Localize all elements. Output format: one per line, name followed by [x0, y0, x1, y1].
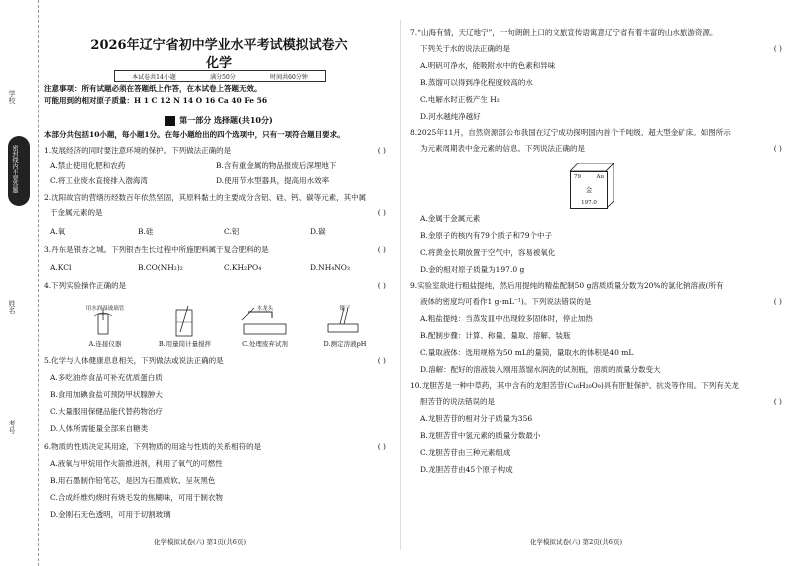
- question-1-answer-box: ( ): [377, 146, 386, 155]
- figure-a: [74, 304, 136, 346]
- figure-b-label: B.用量筒计量搅拌: [158, 340, 212, 348]
- figure-d-caption-top: 镊子: [339, 306, 351, 312]
- question-8-option-d: D.金的相对原子质量为197.0 g: [420, 265, 525, 274]
- question-10-answer-box: ( ): [773, 397, 782, 406]
- question-9-option-b: B.配制步骤：计算、称量、量取、溶解、装瓶: [420, 331, 571, 340]
- question-2-option-c: C.铝: [224, 227, 240, 236]
- question-5-stem: 5.化学与人体健康息息相关，下列做法或说法正确的是: [44, 356, 224, 365]
- page-divider: [400, 20, 401, 550]
- element-name: 金: [585, 186, 593, 194]
- question-6-option-d: D.金刚石无色透明，可用于切割玻璃: [50, 510, 171, 519]
- section-header: [44, 114, 394, 127]
- question-9-option-c: C.量取液体：选用规格为50 mL的量筒，量取水的体积是40 mL: [420, 348, 634, 357]
- section-intro: 本部分共包括10小题，每小题1分。在每小题给出的四个选项中，只有一项符合题目要求。: [44, 130, 345, 139]
- info-question-count: 本试卷共14小题: [132, 73, 176, 81]
- exam-info-bar: [114, 70, 326, 82]
- question-9-stem: 9.实验室欲进行粗盐提纯，然后用提纯的精盐配制50 g溶质质量分数为20%的氯化钠溶液(所有: [410, 281, 724, 290]
- question-5-option-a: A.多吃油炸食品可补充优质蛋白质: [50, 373, 163, 382]
- seal-text: 密封线内不要答题: [11, 145, 18, 193]
- question-5-option-d: D.人体所需能量全部来自糖类: [50, 424, 149, 433]
- question-2-option-a: A.氧: [50, 227, 66, 236]
- question-3-option-c: C.KH₂PO₄: [224, 263, 262, 272]
- question-3-option-b: B.CO(NH₂)₂: [138, 263, 183, 272]
- question-1-option-c: C.将工业废水直接排入渤海湾: [50, 176, 148, 185]
- question-6-option-a: A.液氧与甲烷用作火箭推进剂，利用了氧气的可燃性: [50, 459, 223, 468]
- question-8-stem: 8.2025年11月，自然资源部公布我国在辽宁成功探明国内首个千吨级、超大型金矿床。如图所示: [410, 128, 731, 137]
- question-7-stem-cont: 下列关于水的说法正确的是: [420, 44, 510, 53]
- question-1-option-d: D.使用节水型器具，提高用水效率: [216, 176, 330, 185]
- question-3-option-d: D.NH₄NO₃: [310, 263, 350, 272]
- page-one-footer: 化学模拟试卷(六) 第1页(共6页): [154, 538, 246, 546]
- figure-a-caption-top: 用水润湿玻璃管: [85, 306, 125, 312]
- exam-subject: 化学: [205, 56, 232, 71]
- question-1-option-a: A.禁止使用化肥和农药: [50, 161, 126, 170]
- exam-title: 2026年辽宁省初中学业水平考试模拟试卷六: [90, 38, 348, 53]
- notice: 注意事项：所有试题必须在答题纸上作答，在本试卷上答题无效。: [44, 84, 262, 93]
- question-9-answer-box: ( ): [773, 297, 782, 306]
- school-label: 学校: [8, 90, 16, 104]
- section-title: 第一部分 选择题(共10分): [179, 115, 273, 125]
- figure-a-label: A.连接仪器: [88, 340, 122, 348]
- page-one: [44, 0, 394, 566]
- page-two: [410, 0, 790, 566]
- question-4-answer-box: ( ): [377, 281, 386, 290]
- question-5-answer-box: ( ): [377, 356, 386, 365]
- question-2-answer-box: ( ): [377, 208, 386, 217]
- question-4-stem: 4.下列实验操作正确的是: [44, 281, 127, 290]
- figure-c: [234, 304, 296, 346]
- question-3-stem: 3.丹东是银杏之城。下列银杏生长过程中所施肥料属于复合肥料的是: [44, 245, 269, 254]
- question-8-stem-cont: 为元素周期表中金元素的信息。下列说法正确的是: [420, 144, 585, 153]
- question-6-option-b: B.用石墨制作铅笔芯，是因为石墨质软、呈灰黑色: [50, 476, 216, 485]
- question-7-answer-box: ( ): [773, 44, 782, 53]
- figure-c-caption-top: 水龙头: [256, 306, 274, 312]
- question-2-option-d: D.碳: [310, 227, 326, 236]
- question-7-stem: 7.“山海有情，天辽地宁”，一句朗朗上口的文旅宣传语寓意辽宁省有着丰富的山水旅游资源。: [410, 28, 718, 37]
- question-10-option-b: B.龙胆苦苷中氢元素的质量分数最小: [420, 431, 541, 440]
- info-time-limit: 时间共60分钟: [270, 73, 308, 81]
- atomic-masses: 可能用到的相对原子质量：H 1 C 12 N 14 O 16 Ca 40 Fe 56: [44, 96, 268, 105]
- question-8-answer-box: ( ): [773, 144, 782, 153]
- question-7-option-d: D.河水越纯净越好: [420, 112, 481, 121]
- question-6-answer-box: ( ): [377, 442, 386, 451]
- question-5-option-c: C.大量服用保健品能代替药物治疗: [50, 407, 163, 416]
- question-7-option-c: C.电解水时正极产生 H₂: [420, 95, 500, 104]
- question-9-option-d: D.溶解：配好的溶液装入刚用蒸馏水润洗的试剂瓶，溶质的质量分数变大: [420, 365, 661, 374]
- name-label: 姓名: [8, 300, 16, 314]
- element-atomic-number: 79: [574, 174, 581, 180]
- question-2-option-b: B.硅: [138, 227, 154, 236]
- element-atomic-mass: 197.0: [581, 200, 597, 206]
- question-7-option-b: B.蒸馏可以得到净化程度较高的水: [420, 78, 533, 87]
- question-10-option-c: C.龙胆苦苷由三种元素组成: [420, 448, 511, 457]
- question-8-option-b: B.金原子的核内有79个质子和79个中子: [420, 231, 552, 240]
- question-1-stem: 1.发展经济的同时要注意环境的保护。下列做法正确的是: [44, 146, 232, 155]
- question-2-stem-cont: 于金属元素的是: [50, 208, 103, 217]
- question-10-stem: 10.龙胆苦是一种中草药，其中含有的龙胆苦苷(C₁₆H₂₀O₉)具有肝脏保护、抗炎等作用。下列有关龙: [410, 381, 739, 390]
- periodic-element-card: [570, 163, 614, 209]
- figure-d-label: D.测定溶液pH: [323, 340, 367, 348]
- question-8-option-c: C.将黄金长期放置于空气中，容易被氧化: [420, 248, 556, 257]
- question-9-option-a: A.粗盐提纯：当蒸发皿中出现较多固体时，停止加热: [420, 314, 593, 323]
- graduated-cylinder-icon: [154, 304, 216, 338]
- question-3-answer-box: ( ): [377, 245, 386, 254]
- question-10-option-a: A.龙胆苦苷的相对分子质量为356: [420, 414, 533, 423]
- exam-number-label: 考号: [8, 420, 16, 434]
- figure-c-label: C.处理废弃试剂: [242, 340, 288, 348]
- question-5-option-b: B.食用加碘食盐可预防甲状腺肿大: [50, 390, 163, 399]
- question-6-stem: 6.物质的性质决定其用途，下列物质的用途与性质的关系相符的是: [44, 442, 262, 451]
- section-badge-icon: [165, 116, 175, 126]
- page-two-footer: 化学模拟试卷(六) 第2页(共6页): [530, 538, 622, 546]
- question-6-option-c: C.合成纤维灼烧时有烧毛发的焦糊味，可用于制衣物: [50, 493, 223, 502]
- question-1-option-b: B.含有重金属的物品报废后深埋地下: [216, 161, 337, 170]
- figure-b: [154, 304, 216, 346]
- question-2-stem: 2.沈阳故宫的营缮历经数百年依然坚固，其原料黏土的主要成分含铝、硅、钙、碳等元素，其中属: [44, 193, 367, 202]
- question-7-option-a: A.明矾可净水，能吸附水中的色素和异味: [420, 61, 556, 70]
- question-10-stem-cont: 胆苦苷的说法错误的是: [420, 397, 495, 406]
- question-3-option-a: A.KCl: [50, 263, 72, 272]
- figure-d: [314, 304, 376, 346]
- question-4-figures: [74, 304, 384, 346]
- binding-sidebar: [0, 0, 39, 566]
- element-symbol: Au: [596, 174, 604, 180]
- question-8-option-a: A.金属于金属元素: [420, 214, 481, 223]
- element-card-face: [570, 171, 608, 209]
- question-10-option-d: D.龙胆苦苷由45个原子构成: [420, 465, 513, 474]
- info-total-score: 满分50分: [210, 73, 236, 81]
- question-9-stem-cont: 液体的密度均可看作1 g·mL⁻¹)。下列说法错误的是: [420, 297, 592, 306]
